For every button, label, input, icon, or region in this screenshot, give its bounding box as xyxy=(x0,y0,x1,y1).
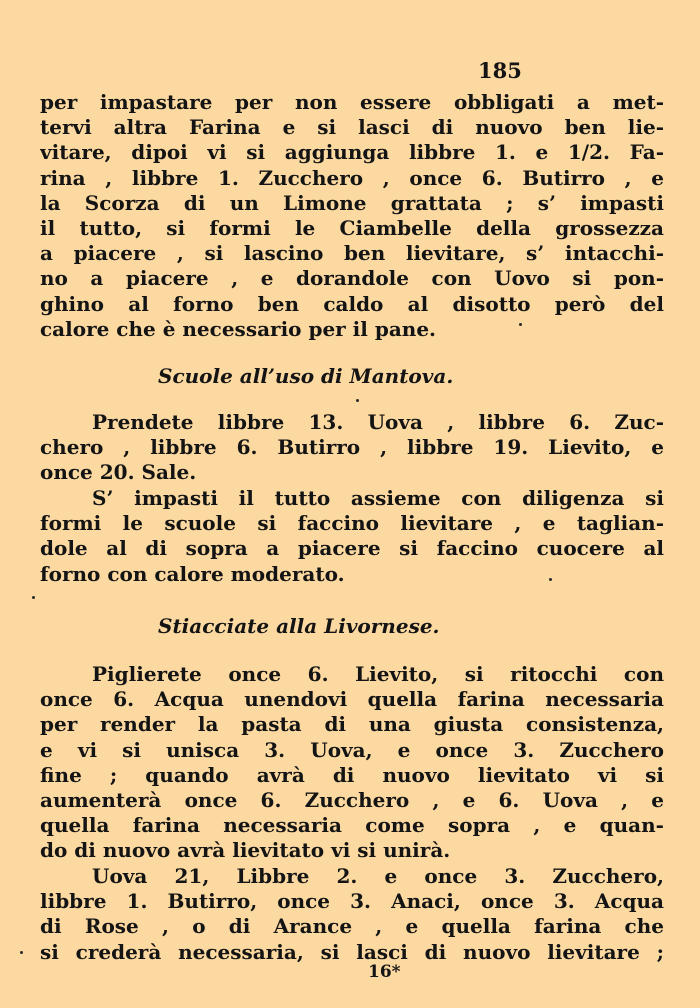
text-line: rina , libbre 1. Zucchero , once 6. Butirro , e xyxy=(40,165,664,190)
text-line: libbre 1. Butirro, once 3. Anaci, once 3. Acqua xyxy=(40,889,664,914)
signature-mark: 16* xyxy=(368,962,401,982)
print-speck xyxy=(20,951,23,954)
text-line: forno con calore moderato. xyxy=(40,561,345,586)
text-line: dole al di sopra a piacere si faccino cuocere al xyxy=(40,536,664,561)
print-speck xyxy=(519,323,522,326)
text-line: Piglierete once 6. Lievito, si ritocchi con xyxy=(92,662,664,686)
text-line: Uova 21, Libbre 2. e once 3. Zucchero, xyxy=(92,864,664,888)
text-line: la Scorza di un Limone grattata ; s’ impasti xyxy=(40,190,664,215)
paragraph-stiacciate-ingredients xyxy=(40,864,664,965)
text-line: chero , libbre 6. Butirro , libbre 19. Lievito, e xyxy=(40,435,664,460)
text-line: quella farina necessaria come sopra , e quan- xyxy=(40,813,664,838)
print-speck xyxy=(32,596,35,599)
text-line: vitare, dipoi vi si aggiunga libbre 1. e 1/2. Fa- xyxy=(40,140,664,165)
text-line: per render la pasta di una giusta consistenza, xyxy=(40,712,664,737)
text-line: once 20. Sale. xyxy=(40,460,197,485)
recipe-heading-scuole: Scuole all’uso di Mantova. xyxy=(158,364,454,388)
text-line: Prendete libbre 13. Uova , libbre 6. Zuc- xyxy=(92,410,664,434)
text-line: no a piacere , e dorandole con Uovo si pon- xyxy=(40,266,664,291)
text-line: tervi altra Farina e si lasci di nuovo ben lie- xyxy=(40,115,664,140)
page-number: 185 xyxy=(478,58,522,83)
print-speck xyxy=(549,578,552,581)
text-line: calore che è necessario per il pane. xyxy=(40,316,437,341)
text-line: di Rose , o di Arance , e quella farina che xyxy=(40,914,664,939)
paragraph-scuole-ingredients xyxy=(40,410,664,486)
text-line: e vi si unisca 3. Uova, e once 3. Zucchero xyxy=(40,737,664,762)
text-line: fine ; quando avrà di nuovo lievitato vi si xyxy=(40,762,664,787)
text-line: ghino al forno ben caldo al disotto però del xyxy=(40,291,664,316)
text-line: a piacere , si lascino ben lievitare, s’ intacchi- xyxy=(40,241,664,266)
text-line: per impastare per non essere obbligati a met- xyxy=(40,90,664,114)
text-line: once 6. Acqua unendovi quella farina necessaria xyxy=(40,687,664,712)
text-line: si crederà necessaria, si lasci di nuovo lievitare ; xyxy=(40,939,664,964)
text-line: formi le scuole si faccino lievitare , e taglian- xyxy=(40,511,664,536)
paragraph-stiacciate-method xyxy=(40,662,664,864)
text-line: aumenterà once 6. Zucchero , e 6. Uova , e xyxy=(40,787,664,812)
paragraph-scuole-method xyxy=(40,486,664,587)
text-line: il tutto, si formi le Ciambelle della grossezza xyxy=(40,215,664,240)
text-line: S’ impasti il tutto assieme con diligenza si xyxy=(92,486,664,510)
text-line: do di nuovo avrà lievitato vi si unirà. xyxy=(40,838,451,863)
print-speck xyxy=(356,399,359,402)
paragraph-continuation xyxy=(40,90,664,342)
recipe-heading-stiacciate: Stiacciate alla Livornese. xyxy=(158,614,440,638)
